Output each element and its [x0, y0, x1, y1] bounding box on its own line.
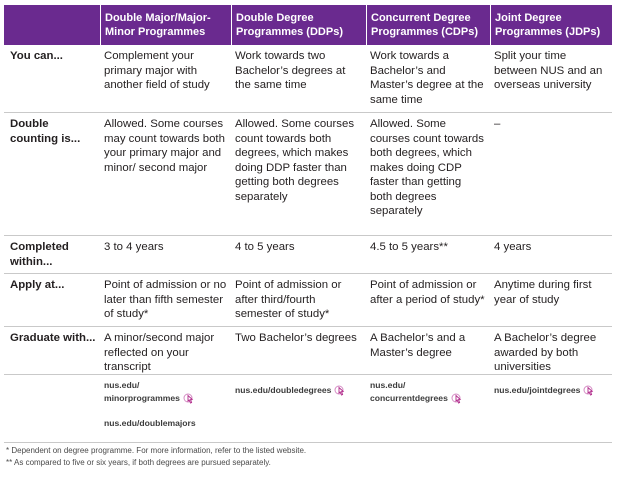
table-cell: Anytime during first year of study — [494, 279, 592, 306]
links-cell — [231, 375, 366, 442]
row-label: You can... — [10, 50, 63, 62]
link-text: nus.edu/ — [370, 380, 406, 390]
row-label: Apply at... — [10, 279, 65, 291]
table-cell: A Bachelor’s degree awarded by both universities — [494, 332, 597, 373]
table-header-row — [4, 5, 612, 45]
table-cell: Two Bachelor’s degrees — [235, 332, 357, 344]
table-row-you-can — [4, 45, 612, 113]
table-cell: Complement your primary major with another field of study — [104, 50, 210, 91]
table-cell: Point of admission or no later than fifth semester of study* — [104, 279, 227, 320]
footnotes — [6, 445, 306, 469]
footnote-single-asterisk: * Dependent on degree programme. For more information, refer to the listed website. — [6, 446, 307, 455]
link-text: nus.edu/doublemajors — [104, 418, 196, 428]
link-doublemajors[interactable] — [104, 417, 227, 430]
table-cell: 4 to 5 years — [235, 241, 295, 253]
table-cell: A Bachelor’s and a Master’s degree — [370, 332, 466, 359]
footnote-double-asterisk: ** As compared to five or six years, if both degrees are pursued separately. — [6, 458, 271, 467]
pointer-hand-icon — [334, 385, 348, 397]
table-row-links — [4, 375, 612, 443]
links-cell — [100, 375, 231, 442]
table-cell: – — [494, 118, 501, 130]
header-joint-degree: Joint Degree Programmes (JDPs) — [490, 5, 612, 45]
header-double-major: Double Major/Major-Minor Programmes — [100, 5, 231, 45]
table-cell: Allowed. Some courses may count towards both your primary major and minor/ second major — [104, 118, 225, 174]
links-empty-cell — [4, 375, 100, 442]
header-empty-cell — [4, 5, 100, 45]
table-cell: Split your time between NUS and an overseas university — [494, 50, 603, 91]
pointer-hand-icon — [583, 385, 597, 397]
table-row-graduate-with — [4, 327, 612, 375]
table-row-double-counting — [4, 113, 612, 236]
table-cell: Point of admission or after third/fourth semester of study* — [235, 279, 342, 320]
table-row-completed-within — [4, 236, 612, 274]
programme-comparison-table — [4, 5, 612, 443]
link-text: nus.edu/doubledegrees — [235, 385, 332, 395]
row-label: Double counting is... — [10, 118, 81, 145]
table-cell: Allowed. Some courses count towards both degrees, which makes doing CDP faster than getting both degrees separately — [370, 118, 484, 217]
link-concurrentdegrees[interactable] — [370, 379, 486, 405]
table-row-apply-at — [4, 274, 612, 327]
link-text: nus.edu/ — [104, 380, 140, 390]
table-cell: Point of admission or after a period of study* — [370, 279, 485, 306]
table-cell: Work towards a Bachelor’s and Master’s degree at the same time — [370, 50, 484, 106]
pointer-hand-icon — [451, 393, 465, 405]
links-cell — [366, 375, 490, 442]
header-double-degree: Double Degree Programmes (DDPs) — [231, 5, 366, 45]
link-minorprogrammes[interactable] — [104, 379, 227, 405]
links-cell — [490, 375, 612, 442]
table-cell: Work towards two Bachelor’s degrees at the same time — [235, 50, 346, 91]
link-text: nus.edu/jointdegrees — [494, 385, 581, 395]
link-jointdegrees[interactable] — [494, 384, 608, 397]
link-doubledegrees[interactable] — [235, 384, 362, 397]
row-label: Completed within... — [10, 241, 69, 268]
table-cell: Allowed. Some courses count towards both degrees, which makes doing DDP faster than getting both degrees separately — [235, 118, 355, 203]
link-text: concurrentdegrees — [370, 393, 448, 403]
table-cell: A minor/second major reflected on your transcript — [104, 332, 215, 373]
table-cell: 4 years — [494, 241, 532, 253]
header-concurrent-degree: Concurrent Degree Programmes (CDPs) — [366, 5, 490, 45]
table-cell: 3 to 4 years — [104, 241, 164, 253]
link-text: minorprogrammes — [104, 393, 180, 403]
table-cell: 4.5 to 5 years** — [370, 241, 448, 253]
row-label: Graduate with... — [10, 332, 96, 344]
pointer-hand-icon — [183, 393, 197, 405]
